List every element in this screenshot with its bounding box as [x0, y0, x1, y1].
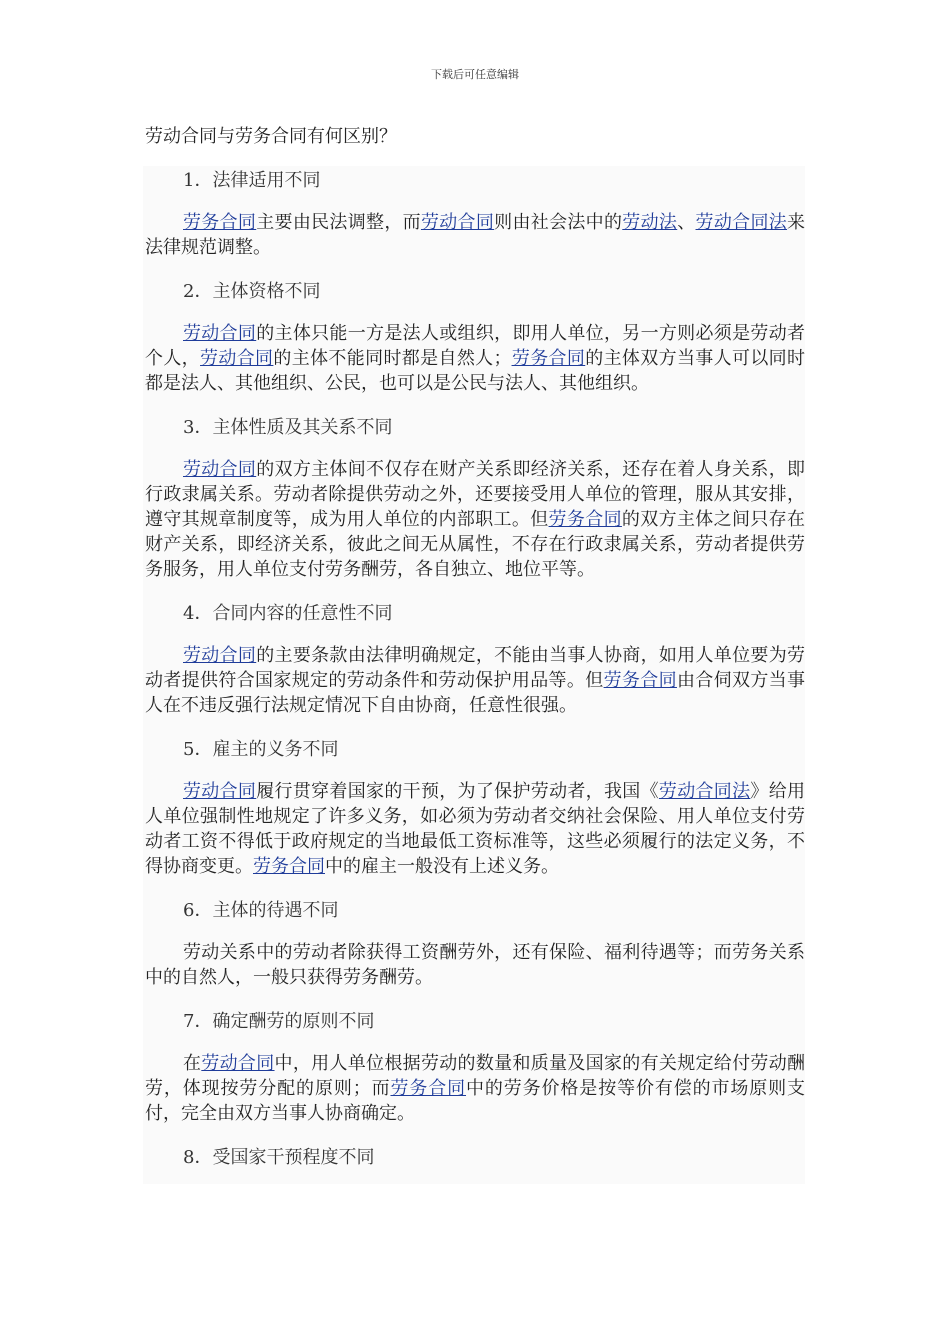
- term-link[interactable]: 劳务合同: [511, 348, 586, 369]
- paragraph-text: 的主要条款由法律明确规定，不能由当事人协商，如用人单位要为劳动者提供符合国家规定的劳动条件和劳动保护用品等。但: [145, 645, 806, 691]
- paragraph-text: 的双方主体之间只存在财产关系，即经济关系，彼此之间无从属性，不存在行政隶属关系，劳动者提供劳务服务，用人单位支付劳务酬劳，各自独立、地位平等。: [145, 509, 806, 580]
- term-link[interactable]: 劳动合同: [183, 781, 257, 802]
- term-link[interactable]: 劳务合同: [183, 212, 257, 233]
- paragraph-text: 、: [677, 212, 696, 233]
- section-paragraph-7: [145, 1051, 805, 1126]
- section-heading-6: 6．主体的待遇不同: [183, 900, 339, 921]
- paragraph-text: 履行贯穿着国家的干预，为了保护劳动者，我国《: [256, 781, 659, 802]
- section-heading-7: 7．确定酬劳的原则不同: [183, 1011, 375, 1032]
- term-link[interactable]: 劳动法: [622, 212, 678, 233]
- paragraph-text: 的主体双方当事人可以同时都是法人、其他组织、公民，也可以是公民与法人、其他组织。: [145, 348, 806, 394]
- section-paragraph-2: [145, 321, 805, 396]
- paragraph-text: 的双方主体间不仅存在财产关系即经济关系，还存在着人身关系，即行政隶属关系。劳动者除提供劳动之外，还要接受用人单位的管理，服从其安排，遵守其规章制度等，成为用人单位的内部职工。但: [145, 459, 806, 530]
- term-link[interactable]: 劳动合同法: [658, 781, 751, 802]
- section-paragraph-1: [145, 210, 805, 260]
- document-body: [145, 168, 805, 1187]
- term-link[interactable]: 劳动合同: [420, 212, 495, 233]
- term-link[interactable]: 劳动合同: [200, 348, 274, 369]
- section-paragraph-3: [145, 457, 805, 582]
- paragraph-text: 中的雇主一般没有上述义务。: [325, 856, 559, 877]
- paragraph-text: 则由社会法中的: [494, 212, 623, 233]
- paragraph-text: 中，用人单位根据劳动的数量和质量及国家的有关规定给付劳动酬劳，体现按劳分配的原则；而: [145, 1053, 806, 1099]
- paragraph-text: 中的劳务价格是按等价有偿的市场原则支付，完全由双方当事人协商确定。: [145, 1078, 806, 1124]
- paragraph-text: 的主体不能同时都是自然人；: [273, 348, 512, 369]
- paragraph-text: 由合伺双方当事人在不违反强行法规定情况下自由协商，任意性很强。: [145, 670, 806, 716]
- term-link[interactable]: 劳动合同: [183, 459, 257, 480]
- section-heading-8: 8．受国家干预程度不同: [183, 1147, 375, 1168]
- section-paragraph-5: [145, 779, 805, 879]
- section-heading-4: 4．合同内容的任意性不同: [183, 603, 393, 624]
- term-link[interactable]: 劳动合同法: [695, 212, 788, 233]
- term-link[interactable]: 劳务合同: [253, 856, 325, 877]
- term-link[interactable]: 劳务合同: [390, 1078, 467, 1099]
- term-link[interactable]: 劳动合同: [201, 1053, 275, 1074]
- section-heading-1: 1．法律适用不同: [183, 170, 321, 191]
- document-title: 劳动合同与劳务合同有何区别？: [145, 126, 397, 147]
- section-heading-2: 2．主体资格不同: [183, 281, 321, 302]
- paragraph-text: 在: [183, 1053, 202, 1074]
- paragraph-text: 主要由民法调整，而: [256, 212, 421, 233]
- section-paragraph-6: [145, 940, 805, 990]
- term-link[interactable]: 劳务合同: [603, 670, 677, 691]
- term-link[interactable]: 劳动合同: [183, 645, 257, 666]
- section-heading-5: 5．雇主的义务不同: [183, 739, 339, 760]
- paragraph-text: 》给用人单位强制性地规定了许多义务，如必须为劳动者交纳社会保险、用人单位支付劳动者工资不得低于政府规定的当地最低工资标准等，这些必须履行的法定义务，不得协商变更。: [145, 781, 806, 877]
- paragraph-text: 劳动关系中的劳动者除获得工资酬劳外，还有保险、福利待遇等；而劳务关系中的自然人，一般只获得劳务酬劳。: [145, 942, 805, 988]
- section-heading-3: 3．主体性质及其关系不同: [183, 417, 393, 438]
- header-note: 下载后可任意编辑: [431, 68, 519, 81]
- section-paragraph-4: [145, 643, 805, 718]
- term-link[interactable]: 劳动合同: [183, 323, 257, 344]
- paragraph-text: 来法律规范调整。: [145, 212, 806, 258]
- term-link[interactable]: 劳务合同: [548, 509, 622, 530]
- paragraph-text: 的主体只能一方是法人或组织，即用人单位，另一方则必须是劳动者个人，: [145, 323, 806, 369]
